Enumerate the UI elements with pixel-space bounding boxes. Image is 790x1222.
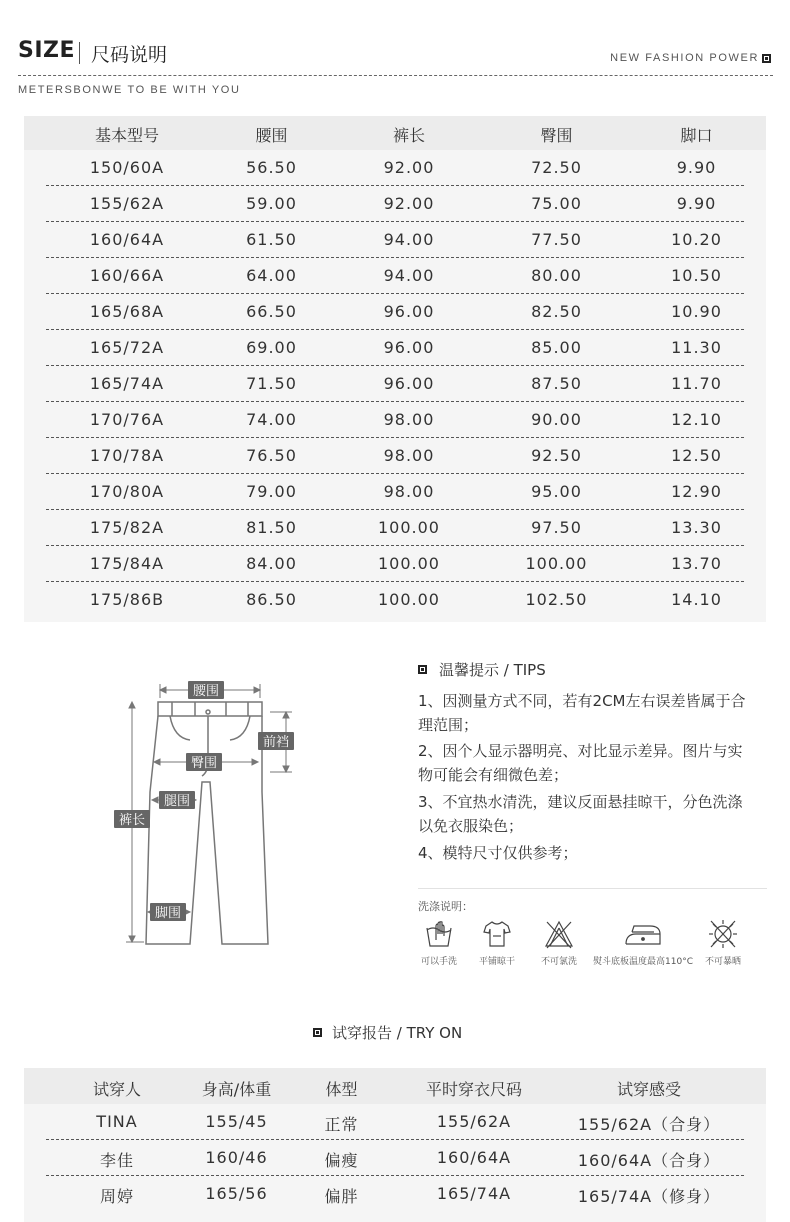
cell-waist: 64.00 <box>246 266 297 285</box>
cell-hip: 100.00 <box>525 554 588 573</box>
cell-hem: 13.30 <box>671 518 722 537</box>
cell-hem: 12.10 <box>671 410 722 429</box>
wash-item-iron <box>590 918 696 967</box>
cell-length: 98.00 <box>383 482 435 501</box>
header-dashed-divider <box>18 75 773 76</box>
cell-length: 94.00 <box>383 230 435 249</box>
table-row <box>24 258 766 294</box>
cell-model: 175/86B <box>89 590 165 609</box>
header-cell-fit: 试穿感受 <box>616 1080 681 1099</box>
cell-hip: 82.50 <box>531 302 582 321</box>
cell-waist: 69.00 <box>246 338 297 357</box>
cell-hem: 13.70 <box>671 554 722 573</box>
cell-length: 92.00 <box>383 158 435 177</box>
hem-label: 脚围 <box>154 906 182 921</box>
table-row <box>24 474 766 510</box>
no-sun-icon <box>706 918 740 950</box>
cell-hem: 14.10 <box>671 590 722 609</box>
iron-icon <box>622 918 664 950</box>
brand-tagline-text: NEW FASHION POWER <box>610 52 759 64</box>
cell-tester: 周婷 <box>99 1187 134 1206</box>
cell-model: 165/68A <box>89 302 165 321</box>
cell-fit: 160/64A（合身） <box>577 1151 721 1170</box>
hand-wash-icon <box>424 918 454 950</box>
header-cell-height-weight: 身高/体重 <box>201 1080 272 1099</box>
cell-model: 175/84A <box>89 554 165 573</box>
square-bullet-icon <box>313 1028 322 1037</box>
cell-model: 170/76A <box>89 410 165 429</box>
cell-tester: 李佳 <box>99 1151 134 1170</box>
cell-waist: 74.00 <box>246 410 297 429</box>
table-row <box>24 546 766 582</box>
cell-waist: 61.50 <box>246 230 297 249</box>
cell-waist: 79.00 <box>246 482 297 501</box>
table-row <box>24 510 766 546</box>
cell-model: 155/62A <box>89 194 165 213</box>
cell-model: 170/78A <box>89 446 165 465</box>
cell-usual-size: 160/64A <box>436 1148 512 1167</box>
cell-fit: 165/74A（修身） <box>577 1187 721 1206</box>
cell-hip: 97.50 <box>531 518 582 537</box>
tip-item: 3、不宜热水清洗，建议反面悬挂晾干，分色洗涤以免衣服染色； <box>418 793 743 835</box>
cell-model: 175/82A <box>89 518 165 537</box>
cell-hem: 10.20 <box>671 230 722 249</box>
square-bullet-icon <box>418 665 427 674</box>
cell-length: 98.00 <box>383 410 435 429</box>
tips-title <box>418 659 546 680</box>
hip-label: 臀围 <box>190 756 218 771</box>
header-cell-usual-size: 平时穿衣尺码 <box>425 1080 522 1099</box>
tips-title-text: 温馨提示 / TIPS <box>439 661 546 679</box>
header-cell-length: 裤长 <box>392 126 425 145</box>
header-cell-body-type: 体型 <box>325 1080 358 1099</box>
tryon-title-text: 试穿报告 / TRY ON <box>332 1024 463 1042</box>
no-bleach-icon <box>543 918 575 950</box>
cell-hem: 9.90 <box>676 158 717 177</box>
cell-length: 96.00 <box>383 374 435 393</box>
cell-body-type: 偏胖 <box>324 1187 359 1206</box>
pants-measurement-diagram <box>110 672 300 962</box>
wash-item-no-sun <box>700 918 746 967</box>
header-cell-waist: 腰围 <box>255 126 288 145</box>
flat-dry-icon <box>482 918 512 950</box>
tryon-title <box>313 1022 462 1043</box>
wash-item-no-bleach <box>536 918 582 967</box>
wash-item-flat-dry <box>474 918 520 967</box>
cell-hem: 12.50 <box>671 446 722 465</box>
table-row <box>24 222 766 258</box>
page-header <box>0 0 790 110</box>
table-row <box>24 1176 766 1212</box>
cell-length: 94.00 <box>383 266 435 285</box>
brand-tagline <box>610 52 771 64</box>
page-title-cn: 尺码说明 <box>91 44 168 66</box>
cell-usual-size: 155/62A <box>436 1112 512 1131</box>
cell-body-type: 正常 <box>324 1115 359 1134</box>
size-table-header <box>24 116 766 150</box>
cell-length: 100.00 <box>378 590 440 609</box>
cell-hip: 72.50 <box>531 158 582 177</box>
table-row <box>24 438 766 474</box>
cell-hip: 77.50 <box>531 230 582 249</box>
cell-length: 96.00 <box>383 302 435 321</box>
cell-hem: 10.90 <box>671 302 722 321</box>
table-row <box>24 582 766 618</box>
cell-waist: 84.00 <box>246 554 297 573</box>
cell-model: 170/80A <box>89 482 165 501</box>
cell-body-type: 偏瘦 <box>324 1151 359 1170</box>
table-row <box>24 330 766 366</box>
brand-subline: METERSBONWE TO BE WITH YOU <box>18 84 241 96</box>
table-row <box>24 402 766 438</box>
size-table <box>24 116 766 622</box>
table-row <box>24 366 766 402</box>
square-bullet-icon <box>762 54 771 63</box>
tip-item: 2、因个人显示器明亮、对比显示差异。图片与实物可能会有细微色差； <box>418 742 743 784</box>
table-row <box>24 150 766 186</box>
cell-waist: 56.50 <box>246 158 297 177</box>
cell-hip: 102.50 <box>525 590 588 609</box>
title-divider <box>79 42 80 64</box>
cell-hem: 11.30 <box>671 338 722 357</box>
cell-hip: 75.00 <box>531 194 582 213</box>
header-cell-hem: 脚口 <box>680 126 713 145</box>
cell-model: 165/74A <box>89 374 165 393</box>
cell-hip: 87.50 <box>531 374 582 393</box>
table-row <box>24 1104 766 1140</box>
cell-waist: 71.50 <box>246 374 297 393</box>
cell-hem: 12.90 <box>671 482 722 501</box>
waist-label: 腰围 <box>192 684 220 699</box>
wash-item-hand-wash <box>416 918 462 967</box>
wash-label: 熨斗底板温度最高110°C <box>593 957 693 967</box>
tryon-table-header <box>24 1068 766 1104</box>
thigh-label: 腿围 <box>163 794 191 809</box>
wash-title: 洗涤说明： <box>418 900 473 913</box>
cell-model: 160/64A <box>89 230 165 249</box>
cell-length: 96.00 <box>383 338 435 357</box>
tryon-table <box>24 1068 766 1222</box>
cell-hip: 95.00 <box>531 482 582 501</box>
header-cell-tester: 试穿人 <box>92 1080 141 1099</box>
wash-label: 可以手洗 <box>420 957 457 967</box>
tips-divider <box>418 888 767 889</box>
cell-usual-size: 165/74A <box>436 1184 512 1203</box>
cell-model: 160/66A <box>89 266 165 285</box>
header-cell-hip: 臀围 <box>540 126 573 145</box>
cell-hem: 9.90 <box>676 194 717 213</box>
wash-label: 不可暴晒 <box>704 957 741 967</box>
cell-hip: 85.00 <box>531 338 582 357</box>
cell-model: 165/72A <box>89 338 165 357</box>
wash-label: 平铺晾干 <box>478 957 515 967</box>
cell-hip: 80.00 <box>531 266 582 285</box>
cell-height-weight: 160/46 <box>205 1148 268 1167</box>
table-row <box>24 1140 766 1176</box>
header-cell-model: 基本型号 <box>94 126 159 145</box>
wash-label: 不可氯洗 <box>540 957 577 967</box>
length-label: 裤长 <box>118 813 146 828</box>
page-title: SIZE <box>18 38 76 63</box>
cell-waist: 81.50 <box>246 518 297 537</box>
cell-hip: 92.50 <box>531 446 582 465</box>
tip-item: 4、模特尺寸仅供参考； <box>418 844 578 862</box>
table-row <box>24 294 766 330</box>
cell-length: 92.00 <box>383 194 435 213</box>
cell-model: 150/60A <box>89 158 165 177</box>
cell-length: 100.00 <box>378 554 440 573</box>
cell-height-weight: 155/45 <box>205 1112 268 1131</box>
table-row <box>24 186 766 222</box>
cell-height-weight: 165/56 <box>205 1184 268 1203</box>
cell-hip: 90.00 <box>531 410 582 429</box>
rise-label: 前裆 <box>262 735 290 750</box>
cell-length: 100.00 <box>378 518 440 537</box>
cell-waist: 66.50 <box>246 302 297 321</box>
cell-hem: 10.50 <box>671 266 722 285</box>
cell-tester: TINA <box>96 1112 138 1131</box>
cell-waist: 59.00 <box>246 194 297 213</box>
cell-waist: 76.50 <box>246 446 297 465</box>
cell-length: 98.00 <box>383 446 435 465</box>
cell-fit: 155/62A（合身） <box>577 1115 721 1134</box>
cell-hem: 11.70 <box>671 374 722 393</box>
tip-item: 1、因测量方式不同，若有2CM左右误差皆属于合理范围； <box>418 692 746 734</box>
cell-waist: 86.50 <box>246 590 297 609</box>
